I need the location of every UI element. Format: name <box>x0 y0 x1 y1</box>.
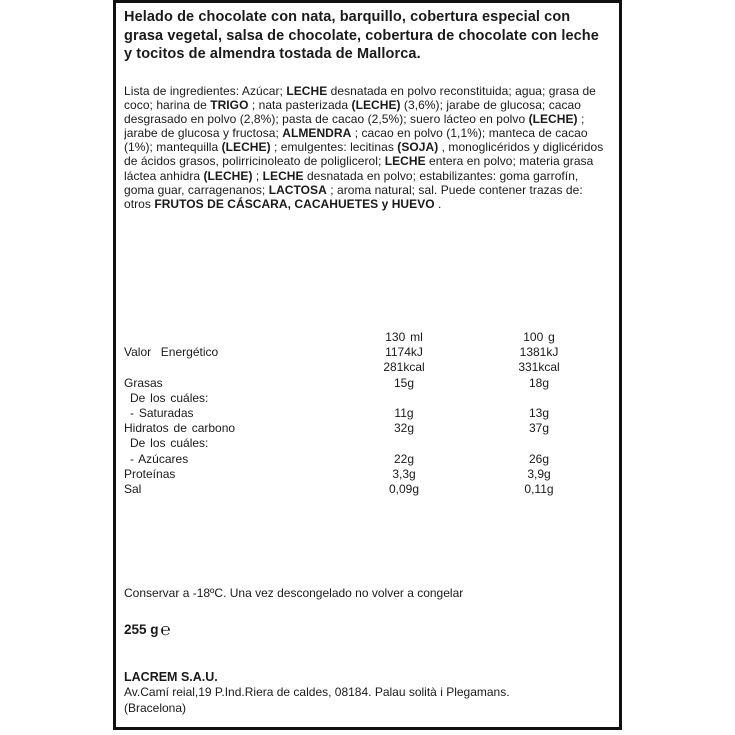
value-100g: 3,9g <box>527 466 551 481</box>
ingredient-text: ; nata pasterizada <box>248 98 352 113</box>
table-row <box>124 391 611 406</box>
value-100g: 0,11g <box>524 482 554 497</box>
row-label: De los cuáles: <box>130 436 209 451</box>
ingredient-allergen: (LECHE) <box>203 168 253 183</box>
value-100g: 13g <box>528 406 550 421</box>
ingredient-text: Lista de ingredientes: Azúcar; <box>124 84 287 98</box>
row-label: Valor Energético <box>124 345 219 360</box>
ingredient-text: desnatada en polvo reconstituida; agua; grasa de coco; harina de <box>124 84 596 113</box>
table-row <box>124 467 611 482</box>
row-label: De los cuáles: <box>130 390 209 405</box>
table-row <box>124 406 611 421</box>
net-weight: 255 g <box>124 622 159 638</box>
ingredient-text: . <box>434 196 442 211</box>
address-line-1: Av.Camí reial,19 P.Ind.Riera de caldes, 08184. Palau solità i Plegamans. <box>124 685 510 700</box>
row-label: - Saturadas <box>130 406 194 421</box>
row-label: - Azúcares <box>130 451 189 466</box>
value-130ml <box>339 391 469 406</box>
ingredient-text: desnatada en polvo; estabilizantes: goma garrofín, goma guar, carragenanos; <box>124 168 579 197</box>
value-100g: 26g <box>528 451 550 466</box>
ingredient-allergen: ALMENDRA <box>282 126 352 141</box>
ingredient-text: ; cacao en polvo (1,1%); manteca de cacao (1%); mantequilla <box>124 126 588 155</box>
value-100g: 37g <box>528 421 550 436</box>
manufacturer-name: LACREM S.A.U. <box>124 670 218 685</box>
table-row <box>124 376 611 391</box>
table-row <box>124 360 611 375</box>
storage-instructions: Conservar a -18ºC. Una vez descongelado no volver a congelar <box>124 586 464 601</box>
nutrition-table <box>124 330 611 497</box>
net-quantity <box>124 620 611 640</box>
ingredient-text: (3,6%); jarabe de glucosa; cacao desgrasado en polvo (2,8%); pasta de cacao (2,5%); suero lácteo en polvo <box>124 98 581 127</box>
ingredient-text: ; aroma natural; sal. Puede contener trazas de: otros <box>124 182 583 211</box>
address-line-2: (Bracelona) <box>124 700 187 715</box>
table-header-row <box>124 330 611 345</box>
table-row <box>124 452 611 467</box>
ingredient-text: ; emulgentes: lecitinas <box>270 140 398 155</box>
product-title: Helado de chocolate con nata, barquillo, cobertura especial con grasa vegetal, salsa de chocolate, cobertura de chocolate con leche y tocitos de almendra tostada de Mallorca. <box>124 9 599 62</box>
ingredient-text: , monoglicéridos y diglicéridos de ácidos grasos, polirricinoleato de poliglicerol; <box>124 140 604 169</box>
table-row <box>124 421 611 436</box>
ingredient-allergen: (SOJA) <box>397 140 439 155</box>
ingredient-allergen: (LECHE) <box>528 112 578 127</box>
ingredient-allergen: LACTOSA <box>268 182 327 197</box>
value-130ml: 130 ml <box>385 330 423 344</box>
value-100g <box>469 391 609 406</box>
ingredient-allergen: (LECHE) <box>351 98 401 113</box>
value-130ml: 0,09g <box>388 482 420 497</box>
ingredient-allergen: (LECHE) <box>221 140 271 155</box>
ingredient-text: entera en polvo; materia grasa láctea anhidra <box>124 154 594 183</box>
value-130ml: 11g <box>394 406 414 421</box>
table-row <box>124 482 611 497</box>
value-130ml: 3,3g <box>392 466 416 481</box>
ingredient-text: ; jarabe de glucosa y fructosa; <box>124 112 585 141</box>
manufacturer-address <box>124 685 611 716</box>
ingredient-text: ; <box>252 168 263 183</box>
product-label <box>113 0 622 730</box>
table-row <box>124 345 611 360</box>
row-label: Proteínas <box>124 466 176 481</box>
value-100g <box>469 436 609 451</box>
row-label: Grasas <box>124 375 163 390</box>
value-100g: 331kcal <box>518 360 560 375</box>
row-label <box>124 330 339 345</box>
row-label <box>124 360 339 375</box>
value-130ml: 22g <box>393 451 415 466</box>
row-label: Hidratos de carbono <box>124 421 236 436</box>
ingredient-allergen: FRUTOS DE CÁSCARA, CACAHUETES y HUEVO <box>154 196 435 211</box>
ingredient-allergen: LECHE <box>262 168 304 183</box>
value-130ml: 281kcal <box>383 360 425 375</box>
table-row <box>124 436 611 451</box>
value-130ml: 15g <box>393 375 415 390</box>
value-100g: 1381kJ <box>519 345 559 360</box>
ingredient-allergen: TRIGO <box>210 98 249 113</box>
estimated-sign-icon: ℮ <box>160 620 171 640</box>
ingredients-paragraph <box>124 84 611 226</box>
value-130ml: 32g <box>393 421 415 436</box>
value-100g: 18g <box>528 375 550 390</box>
value-130ml: 1174kJ <box>385 345 423 360</box>
value-100g: 100 g <box>523 330 555 344</box>
value-130ml <box>339 436 469 451</box>
ingredient-allergen: LECHE <box>286 84 328 98</box>
row-label: Sal <box>124 482 142 497</box>
ingredient-allergen: LECHE <box>384 154 426 169</box>
